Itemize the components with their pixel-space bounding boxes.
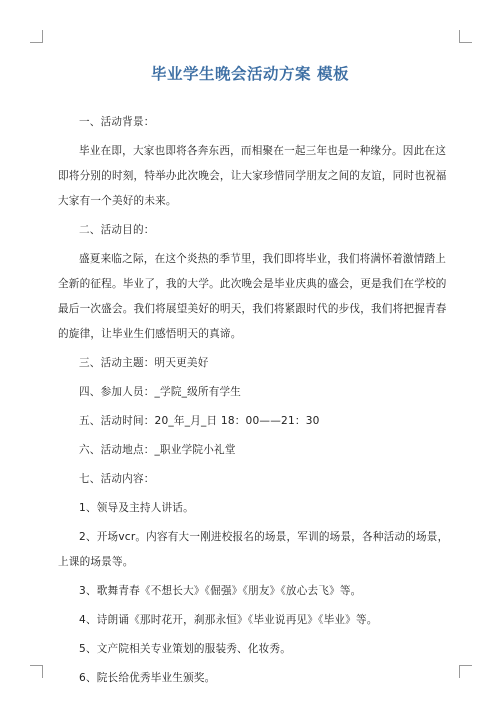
crop-mark-bottom-right: [459, 665, 472, 678]
paragraph-background: 毕业在即，大家也即将各奔东西，而相聚在一起三年也是一种缘分。因此在这即将分别的时刻，特举办此次晚会，让大家珍惜同学朋友之间的友谊，同时也祝福大家有一个美好的未来。: [58, 145, 447, 207]
list-item: 3、歌舞青春《不想长大》《倔强》《朋友》《放心去飞》等。: [79, 585, 362, 597]
section-participants: 四、参加人员：_学院_级所有学生: [79, 386, 242, 398]
list-item: 5、文产院相关专业策划的服装秀、化妆秀。: [79, 643, 292, 655]
section-theme: 三、活动主题：明天更美好: [79, 357, 209, 369]
crop-mark-top-left: [30, 30, 43, 43]
document-body: [58, 110, 450, 695]
section-heading-background: 一、活动背景：: [79, 116, 155, 128]
list-item: 2、开场vcr。内容有大一刚进校报名的场景，军训的场景，各种活动的场景，上课的场景等。: [58, 531, 449, 568]
section-time: 五、活动时间：20_年_月_日 18：00——21：30: [79, 415, 320, 427]
crop-mark-bottom-left: [30, 665, 43, 678]
list-item: 1、领导及主持人讲话。: [79, 502, 194, 514]
list-item: 4、诗朗诵《那时花开，刹那永恒》《毕业说再见》《毕业》等。: [79, 614, 378, 626]
crop-mark-top-right: [459, 30, 472, 43]
section-heading-content: 七、活动内容：: [79, 473, 155, 485]
paragraph-purpose: 盛夏来临之际，在这个炎热的季节里，我们即将毕业，我们将满怀着激情踏上全新的征程。毕业了，我的大学。此次晚会是毕业庆典的盛会，更是我们在学校的最后一次盛会。我们将展望美好的明天，我们将紧跟时代的步伐，我们将把握青春的旋律，让毕业生们感悟明天的真谛。: [58, 253, 447, 340]
list-item: 6、院长给优秀毕业生颁奖。: [79, 672, 216, 684]
section-location: 六、活动地点：_职业学院小礼堂: [79, 444, 236, 456]
document-title: 毕业学生晚会活动方案 模板: [151, 65, 349, 83]
section-heading-purpose: 二、活动目的：: [79, 224, 155, 236]
